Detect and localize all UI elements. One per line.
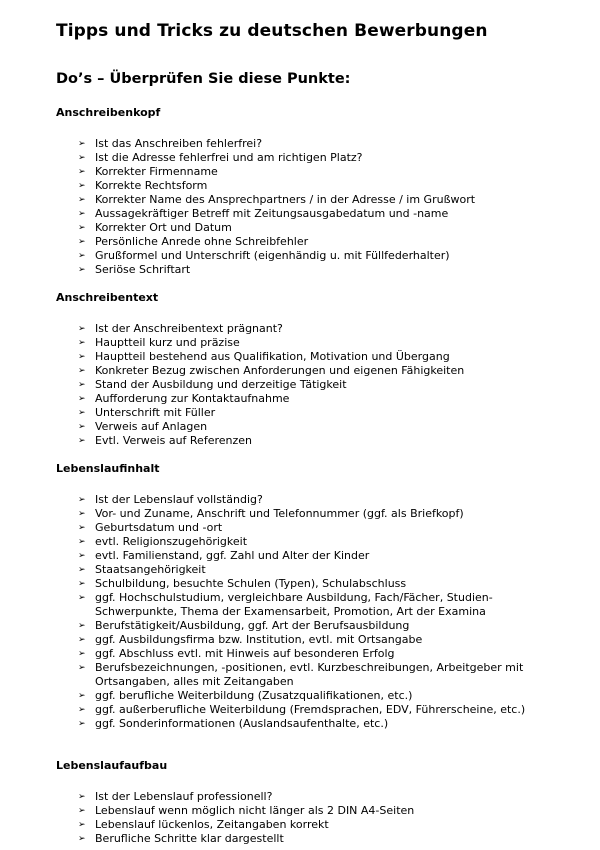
arrow-bullet-icon: ➢	[78, 139, 86, 149]
list-item-text: Verweis auf Anlagen	[95, 420, 208, 433]
list-item	[78, 221, 560, 235]
arrow-bullet-icon: ➢	[78, 551, 86, 561]
arrow-bullet-icon: ➢	[78, 436, 86, 446]
arrow-bullet-icon: ➢	[78, 237, 86, 247]
list-item-text: evtl. Religionszugehörigkeit	[95, 535, 248, 548]
arrow-bullet-icon: ➢	[78, 593, 86, 603]
list-item-text: Hauptteil bestehend aus Qualifikation, Motivation und Übergang	[95, 350, 450, 363]
list-item-text: Staatsangehörigkeit	[95, 563, 206, 576]
list-item	[78, 563, 560, 577]
arrow-bullet-icon: ➢	[78, 223, 86, 233]
list-item	[78, 179, 560, 193]
list-item-text: Grußformel und Unterschrift (eigenhändig u. mit Füllfederhalter)	[95, 249, 450, 262]
list-item	[78, 790, 560, 804]
checklist	[56, 790, 560, 846]
section-heading: Anschreibentext	[56, 291, 159, 304]
list-item	[78, 350, 560, 364]
list-item-text: Lebenslauf lückenlos, Zeitangaben korrekt	[95, 818, 329, 831]
arrow-bullet-icon: ➢	[78, 338, 86, 348]
list-item	[78, 717, 560, 731]
list-item	[78, 703, 560, 717]
list-item	[78, 392, 560, 406]
list-item-text: Evtl. Verweis auf Referenzen	[95, 434, 253, 447]
arrow-bullet-icon: ➢	[78, 394, 86, 404]
list-item-text: ggf. berufliche Weiterbildung (Zusatzqualifikationen, etc.)	[95, 689, 413, 702]
arrow-bullet-icon: ➢	[78, 408, 86, 418]
list-item	[78, 647, 560, 661]
list-item-text: Korrekter Ort und Datum	[95, 221, 232, 234]
list-item-text: Schulbildung, besuchte Schulen (Typen), Schulabschluss	[95, 577, 407, 590]
list-item	[78, 535, 560, 549]
arrow-bullet-icon: ➢	[78, 352, 86, 362]
arrow-bullet-icon: ➢	[78, 635, 86, 645]
list-item	[78, 322, 560, 336]
list-item-text: Ist das Anschreiben fehlerfrei?	[95, 137, 263, 150]
list-item	[78, 434, 560, 448]
list-item-text: ggf. außerberufliche Weiterbildung (Fremdsprachen, EDV, Führerscheine, etc.)	[95, 703, 526, 716]
list-item-text: Vor- und Zuname, Anschrift und Telefonnummer (ggf. als Briefkopf)	[95, 507, 464, 520]
list-item-text: ggf. Ausbildungsfirma bzw. Institution, evtl. mit Ortsangabe	[95, 633, 423, 646]
list-item-text: Ist der Lebenslauf professionell?	[95, 790, 273, 803]
arrow-bullet-icon: ➢	[78, 422, 86, 432]
arrow-bullet-icon: ➢	[78, 565, 86, 575]
list-item-text: ggf. Abschluss evtl. mit Hinweis auf besonderen Erfolg	[95, 647, 395, 660]
section-lebenslaufaufbau	[56, 759, 560, 846]
list-item	[78, 577, 560, 591]
list-item	[78, 507, 560, 521]
checklist	[56, 493, 560, 731]
list-item	[78, 591, 560, 619]
arrow-bullet-icon: ➢	[78, 537, 86, 547]
arrow-bullet-icon: ➢	[78, 719, 86, 729]
list-item-text: Korrekte Rechtsform	[95, 179, 208, 192]
list-item	[78, 336, 560, 350]
checklist	[56, 137, 560, 277]
arrow-bullet-icon: ➢	[78, 153, 86, 163]
list-item	[78, 249, 560, 263]
arrow-bullet-icon: ➢	[78, 663, 86, 673]
list-item	[78, 549, 560, 563]
list-item-text: Korrekter Firmenname	[95, 165, 218, 178]
arrow-bullet-icon: ➢	[78, 366, 86, 376]
arrow-bullet-icon: ➢	[78, 649, 86, 659]
list-item	[78, 193, 560, 207]
list-item-text: Stand der Ausbildung und derzeitige Tätigkeit	[95, 378, 347, 391]
list-item	[78, 151, 560, 165]
section-heading: Lebenslaufinhalt	[56, 462, 160, 475]
arrow-bullet-icon: ➢	[78, 251, 86, 261]
list-item	[78, 832, 560, 846]
list-item-text: Konkreter Bezug zwischen Anforderungen und eigenen Fähigkeiten	[95, 364, 465, 377]
list-item-text: Aufforderung zur Kontaktaufnahme	[95, 392, 290, 405]
list-item	[78, 521, 560, 535]
list-item	[78, 263, 560, 277]
list-item	[78, 804, 560, 818]
arrow-bullet-icon: ➢	[78, 324, 86, 334]
list-item	[78, 818, 560, 832]
list-item	[78, 207, 560, 221]
arrow-bullet-icon: ➢	[78, 495, 86, 505]
list-item	[78, 235, 560, 249]
list-item	[78, 493, 560, 507]
section-heading: Lebenslaufaufbau	[56, 759, 168, 772]
section-anschreibenkopf	[56, 106, 560, 277]
list-item-text: evtl. Familienstand, ggf. Zahl und Alter der Kinder	[95, 549, 370, 562]
arrow-bullet-icon: ➢	[78, 834, 86, 844]
list-item	[78, 420, 560, 434]
arrow-bullet-icon: ➢	[78, 621, 86, 631]
list-item-text: ggf. Sonderinformationen (Auslandsaufenthalte, etc.)	[95, 717, 389, 730]
list-item-text: Hauptteil kurz und präzise	[95, 336, 240, 349]
arrow-bullet-icon: ➢	[78, 167, 86, 177]
arrow-bullet-icon: ➢	[78, 265, 86, 275]
list-item	[78, 137, 560, 151]
section-anschreibentext	[56, 291, 560, 448]
list-item	[78, 661, 560, 689]
list-item	[78, 406, 560, 420]
list-item-text: Berufsbezeichnungen, -positionen, evtl. Kurzbeschreibungen, Arbeitgeber mit Ortsangaben, alles mit Zeitangaben	[95, 661, 524, 688]
page-subtitle: Do’s – Überprüfen Sie diese Punkte:	[56, 71, 351, 87]
list-item	[78, 689, 560, 703]
list-item-text: Aussagekräftiger Betreff mit Zeitungsausgabedatum und -name	[95, 207, 449, 220]
arrow-bullet-icon: ➢	[78, 705, 86, 715]
list-item	[78, 364, 560, 378]
list-item-text: Berufliche Schritte klar dargestellt	[95, 832, 284, 845]
arrow-bullet-icon: ➢	[78, 691, 86, 701]
arrow-bullet-icon: ➢	[78, 509, 86, 519]
checklist	[56, 322, 560, 448]
section-lebenslaufinhalt	[56, 462, 560, 731]
list-item-text: Korrekter Name des Ansprechpartners / in der Adresse / im Grußwort	[95, 193, 476, 206]
list-item-text: Ist der Anschreibentext prägnant?	[95, 322, 283, 335]
list-item-text: Geburtsdatum und -ort	[95, 521, 223, 534]
list-item-text: Ist die Adresse fehlerfrei und am richtigen Platz?	[95, 151, 363, 164]
arrow-bullet-icon: ➢	[78, 209, 86, 219]
list-item	[78, 619, 560, 633]
arrow-bullet-icon: ➢	[78, 806, 86, 816]
arrow-bullet-icon: ➢	[78, 579, 86, 589]
list-item-text: Seriöse Schriftart	[95, 263, 191, 276]
list-item-text: ggf. Hochschulstudium, vergleichbare Ausbildung, Fach/Fächer, Studien-Schwerpunkte, Thema der Examensarbeit, Promotion, Art der Examina	[95, 591, 493, 618]
list-item-text: Unterschrift mit Füller	[95, 406, 216, 419]
arrow-bullet-icon: ➢	[78, 380, 86, 390]
page-title: Tipps und Tricks zu deutschen Bewerbungen	[56, 21, 488, 41]
list-item-text: Lebenslauf wenn möglich nicht länger als 2 DIN A4-Seiten	[95, 804, 415, 817]
list-item	[78, 165, 560, 179]
list-item-text: Berufstätigkeit/Ausbildung, ggf. Art der Berufsausbildung	[95, 619, 410, 632]
arrow-bullet-icon: ➢	[78, 820, 86, 830]
arrow-bullet-icon: ➢	[78, 523, 86, 533]
arrow-bullet-icon: ➢	[78, 181, 86, 191]
section-heading: Anschreibenkopf	[56, 106, 161, 119]
list-item-text: Persönliche Anrede ohne Schreibfehler	[95, 235, 309, 248]
list-item	[78, 378, 560, 392]
list-item	[78, 633, 560, 647]
list-item-text: Ist der Lebenslauf vollständig?	[95, 493, 263, 506]
arrow-bullet-icon: ➢	[78, 195, 86, 205]
arrow-bullet-icon: ➢	[78, 792, 86, 802]
